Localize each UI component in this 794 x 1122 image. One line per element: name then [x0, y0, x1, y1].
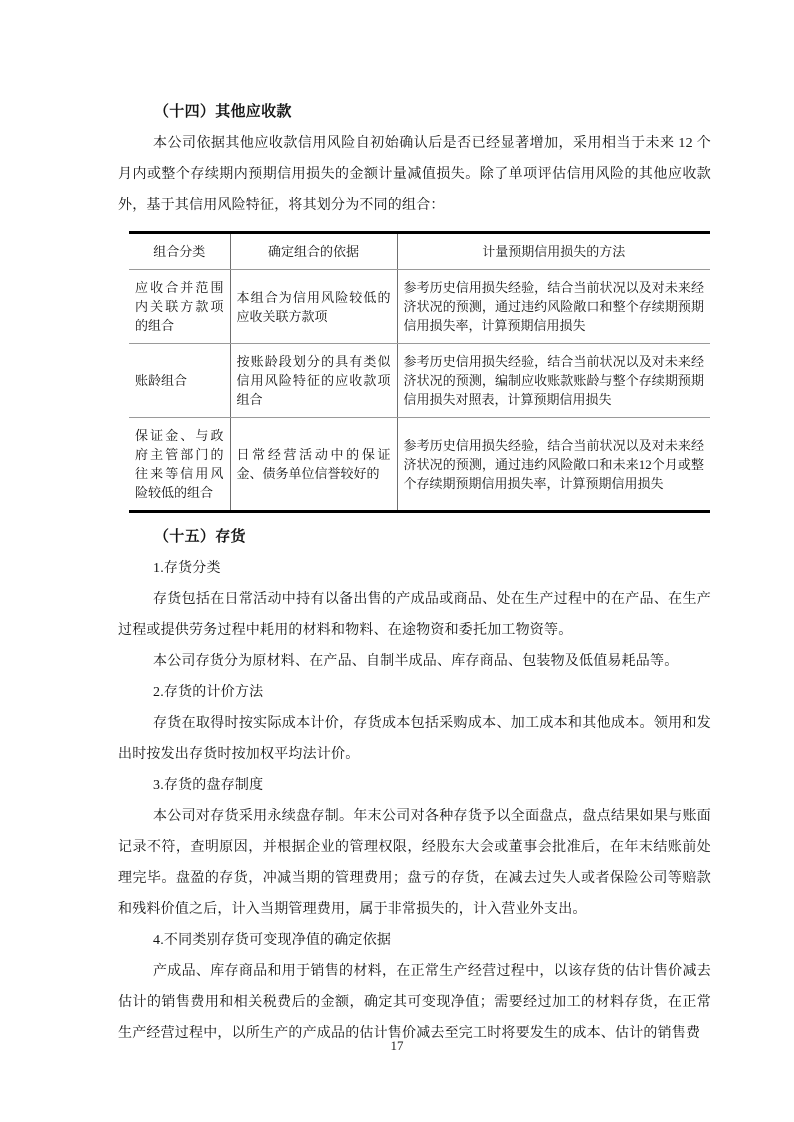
table-cell-combo-class: 账龄组合 [129, 344, 230, 418]
table-cell-ecl-method: 参考历史信用损失经验，结合当前状况以及对未来经济状况的预测，通过违约风险敞口和整个存续期预期信用损失率，计算预期信用损失 [397, 270, 710, 344]
inventory-item-1-title: 1.存货分类 [153, 561, 221, 576]
inventory-categories-paragraph: 本公司存货分为原材料、在产品、自制半成品、库存商品、包装物及低值易耗品等。 [153, 654, 679, 669]
table-header-row [129, 233, 710, 270]
table-cell-combo-class: 应收合并范围内关联方款项的组合 [129, 270, 230, 344]
inventory-nrv-paragraph: 产成品、库存商品和用于销售的材料，在正常生产经营过程中，以该存货的估计售价减去估计的销售费用和相关税费后的金额，确定其可变现净值；需要经过加工的材料存货，在正常生产经营过程中，以所生产的产成品的估计售价减去至完工时将要发生的成本、估计的销售费 [118, 964, 711, 1041]
inventory-item-3-title: 3.存货的盘存制度 [153, 778, 264, 793]
table-cell-combo-basis: 日常经营活动中的保证金、债务单位信誉较好的 [230, 418, 397, 512]
table-cell-combo-basis: 按账龄段划分的具有类似信用风险特征的应收款项组合 [230, 344, 397, 418]
page-number: 17 [390, 1038, 404, 1053]
table-cell-combo-class: 保证金、与政府主管部门的往来等信用风险较低的组合 [135, 428, 224, 500]
inventory-valuation-paragraph: 存货在取得时按实际成本计价，存货成本包括采购成本、加工成本和其他成本。领用和发出时按发出存货时按加权平均法计价。 [118, 716, 711, 762]
table-cell-combo-basis: 本组合为信用风险较低的应收关联方款项 [230, 270, 397, 344]
table-cell-ecl-method: 参考历史信用损失经验，结合当前状况以及对未来经济状况的预测，编制应收账款账龄与整个存续期预期信用损失对照表，计算预期信用损失 [397, 344, 710, 418]
document-content [118, 97, 711, 1049]
expected-credit-loss-table [129, 231, 710, 513]
table-row [129, 270, 710, 344]
section-14-paragraph: 本公司依据其他应收款信用风险自初始确认后是否已经显著增加，采用相当于未来 12 个月内或整个存续期内预期信用损失的金额计量减值损失。除了单项评估信用风险的其他应收款外，基于其信用风险特征，将其划分为不同的组合： [118, 136, 711, 213]
inventory-item-4-title: 4.不同类别存货可变现净值的确定依据 [153, 933, 392, 948]
section-15-heading: （十五）存货 [154, 529, 246, 545]
table-row [129, 418, 710, 512]
section-14-heading: （十四）其他应收款 [154, 104, 292, 120]
table-row [129, 344, 710, 418]
table-header-combo-class: 组合分类 [129, 233, 230, 270]
inventory-count-system-paragraph: 本公司对存货采用永续盘存制。年末公司对各种存货予以全面盘点，盘点结果如果与账面记录不符，查明原因，并根据企业的管理权限，经股东大会或董事会批准后，在年末结账前处理完毕。盘盈的存货，冲减当期的管理费用；盘亏的存货，在减去过失人或者保险公司等赔款和残料价值之后，计入当期管理费用，属于非常损失的，计入营业外支出。 [118, 809, 711, 917]
inventory-item-2-title: 2.存货的计价方法 [153, 685, 264, 700]
table-cell-ecl-method: 参考历史信用损失经验，结合当前状况以及对未来经济状况的预测，通过违约风险敞口和未来12个月或整个存续期预期信用损失率，计算预期信用损失 [397, 418, 710, 512]
table-header-ecl-method: 计量预期信用损失的方法 [397, 233, 710, 270]
table-header-combo-basis: 确定组合的依据 [230, 233, 397, 270]
inventory-classification-paragraph: 存货包括在日常活动中持有以备出售的产成品或商品、处在生产过程中的在产品、在生产过程或提供劳务过程中耗用的材料和物料、在途物资和委托加工物资等。 [118, 592, 711, 638]
